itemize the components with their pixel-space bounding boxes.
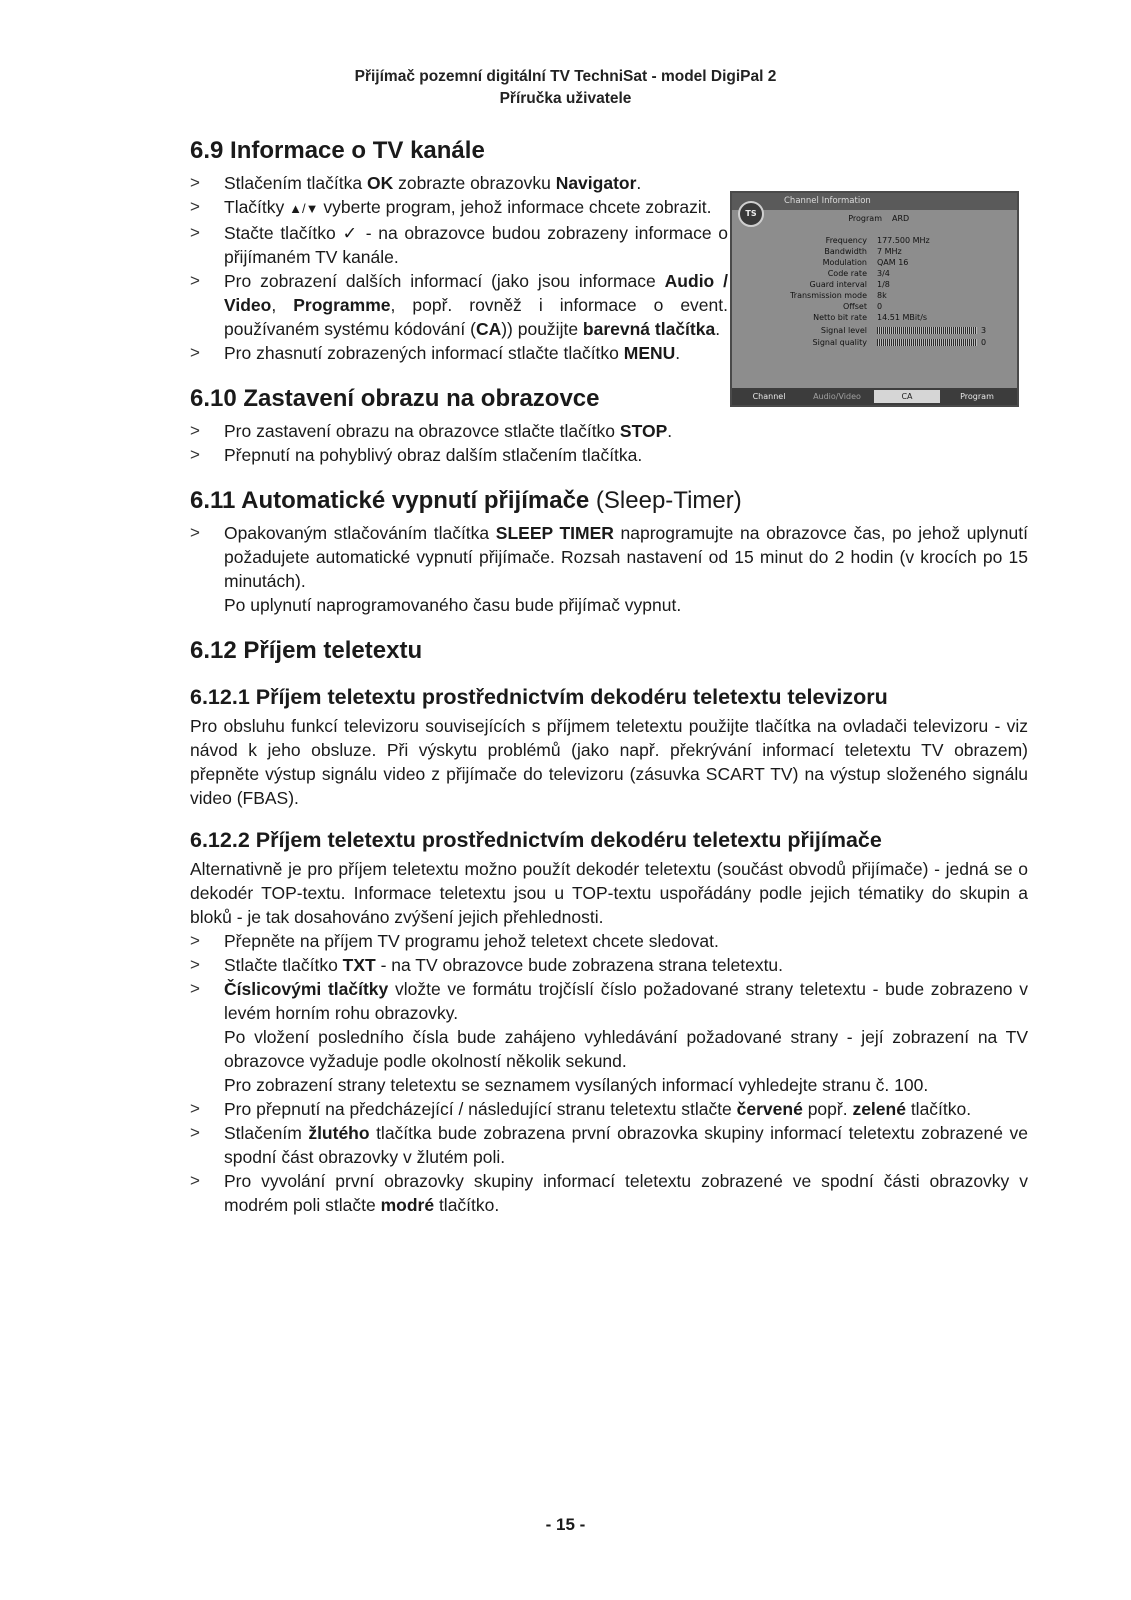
screen-title: Channel Information: [784, 196, 871, 206]
channel-information-screenshot: [730, 191, 1019, 407]
info-value: QAM 16: [877, 258, 909, 267]
header-title: Přijímač pozemní digitální TV TechniSat - model DigiPal 2: [354, 68, 777, 85]
program-row: Program ARD: [848, 214, 910, 223]
list-item: > Přepněte na příjem TV programu jehož teletext chcete sledovat.: [190, 931, 719, 951]
info-value: 0: [877, 302, 883, 311]
info-label: Guard interval: [809, 280, 867, 289]
bullet-marker-icon: >: [190, 343, 200, 362]
info-row: [732, 312, 1017, 323]
section-6-11-list: [190, 521, 1028, 617]
list-item: > Opakovaným stlačováním tlačítka SLEEP TIMER naprogramujte na obrazovce čas, po jehož uplynutí požadujete automatické vypnutí přijímače. Rozsah nastavení od 15 minut do 2 hodin (v krocích po 15 minutách). Po uplynutí naprogramovaného času bude přijímač vypnut.: [190, 523, 1028, 615]
info-label: Code rate: [827, 269, 867, 278]
list-item: > Pro zastavení obrazu na obrazovce stlačte tlačítko STOP.: [190, 421, 673, 441]
info-value: 8k: [877, 291, 887, 300]
bullet-marker-icon: >: [190, 1099, 200, 1118]
bullet-marker-icon: >: [190, 173, 200, 192]
bullet-marker-icon: >: [190, 523, 200, 542]
up-down-arrows-icon: ▲/▼: [289, 201, 319, 216]
section-6-10-list: [190, 419, 1028, 467]
info-value: 14.51 MBit/s: [877, 313, 928, 322]
info-value: 1/8: [877, 280, 890, 289]
info-value: 7 MHz: [877, 247, 902, 256]
bullet-marker-icon: >: [190, 955, 200, 974]
info-row: [732, 235, 1017, 246]
bullet-marker-icon: >: [190, 445, 200, 464]
info-row: [732, 268, 1017, 279]
section-6-12-2-list: [190, 929, 1028, 1217]
section-6-12-1-title: 6.12.1 Příjem teletextu prostřednictvím dekodéru teletextu televizoru: [190, 685, 888, 709]
bullet-marker-icon: >: [190, 421, 200, 440]
section-6-12-1-text: Pro obsluhu funkcí televizoru souvisejících s příjmem teletextu použijte tlačítka na ovladači televizoru - viz návod k jeho obsluze. Při výskytu problémů (jako např. překrývání informací teletextu TV obrazem) přepněte výstup signálu video z přijímače do televizoru (zásuvka SCART TV) na výstup složeného signálu video (FBAS).: [190, 716, 1028, 808]
bullet-marker-icon: >: [190, 271, 200, 290]
list-item: > Číslicovými tlačítky vložte ve formátu trojčíslí číslo požadované strany teletextu - bude zobrazeno v levém horním rohu obrazovky. Po vložení posledního čísla bude zahájeno vyhledávání požadované strany - její zobrazení na TV obrazovce vyžaduje podle okolností několik sekund. Pro zobrazení strany teletextu se seznamem vysílaných informací vyhledejte stranu č. 100.: [190, 979, 1028, 1095]
screen-button-channel[interactable]: Channel: [752, 392, 786, 401]
signal-level-meter: [877, 327, 977, 334]
screen-button-ca[interactable]: CA: [874, 390, 940, 403]
page-number: - 15 -: [545, 1515, 586, 1534]
section-6-10-title: 6.10 Zastavení obrazu na obrazovce: [190, 385, 600, 412]
bullet-marker-icon: >: [190, 1123, 200, 1142]
header-subtitle: Příručka uživatele: [499, 90, 632, 107]
bullet-marker-icon: >: [190, 1171, 200, 1190]
list-item: > Pro zobrazení dalších informací (jako jsou informace Audio / Video, Programme, popř. rovněž i informace o event. používaném systému kódování (CA)) použijte barevná tlačítka.: [190, 271, 729, 339]
bullet-marker-icon: >: [190, 197, 200, 216]
checkmark-icon: ✓: [342, 223, 359, 243]
info-row: [732, 257, 1017, 268]
list-item: > Stlačením tlačítka OK zobrazte obrazovku Navigator.: [190, 173, 642, 193]
list-item: > Tlačítky ▲/▼ vyberte program, jehož informace chcete zobrazit.: [190, 197, 712, 217]
info-label: Offset: [842, 302, 867, 311]
info-label: Frequency: [825, 236, 867, 245]
signal-level-row: Signal level 3: [820, 326, 987, 335]
technisat-logo-icon: TS: [738, 201, 764, 227]
info-row: [732, 279, 1017, 290]
screen-button-bar: [732, 388, 1017, 405]
list-item: > Stlačte tlačítko TXT - na TV obrazovce bude zobrazena strana teletextu.: [190, 955, 784, 975]
info-label: Transmission mode: [790, 291, 867, 300]
section-6-12-2-title: 6.12.2 Příjem teletextu prostřednictvím dekodéru teletextu přijímače: [190, 828, 882, 852]
info-row: [732, 301, 1017, 312]
page-header: [0, 66, 1131, 110]
bullet-marker-icon: >: [190, 979, 200, 998]
screen-title-bar: [732, 193, 1017, 210]
section-6-9-title: 6.9 Informace o TV kanále: [190, 137, 485, 164]
list-item: > Pro zhasnutí zobrazených informací stlačte tlačítko MENU.: [190, 343, 681, 363]
info-row: [732, 290, 1017, 301]
info-label: Modulation: [822, 258, 867, 267]
list-item: > Pro vyvolání první obrazovky skupiny informací teletextu zobrazené ve spodní části obrazovky v modrém poli stlačte modré tlačítko.: [190, 1171, 1028, 1215]
section-6-12-title: 6.12 Příjem teletextu: [190, 637, 423, 664]
list-item: > Stlačením žlutého tlačítka bude zobrazena první obrazovka skupiny informací teletextu zobrazené ve spodní část obrazovky v žlutém poli.: [190, 1123, 1028, 1167]
bullet-marker-icon: >: [190, 223, 200, 242]
bullet-marker-icon: >: [190, 931, 200, 950]
list-item: > Přepnutí na pohyblivý obraz dalším stlačením tlačítka.: [190, 445, 643, 465]
list-item: > Pro přepnutí na předcházející / následující stranu teletextu stlačte červené popř. zelené tlačítko.: [190, 1099, 972, 1119]
section-6-11-title: 6.11 Automatické vypnutí přijímače (Sleep-Timer): [190, 487, 742, 514]
info-label: Netto bit rate: [813, 313, 867, 322]
info-value: 3/4: [877, 269, 890, 278]
section-6-12-2-text: Alternativně je pro příjem teletextu možno použít dekodér teletextu (součást obvodů přijímače) - jedná se o dekodér TOP-textu. Informace teletextu jsou u TOP-textu uspořádány podle jejich tématiky do skupin a bloků - je tak dosahováno zvýšení jejich přehlednosti.: [190, 859, 1028, 927]
info-label: Bandwidth: [824, 247, 867, 256]
signal-quality-meter: [877, 339, 977, 346]
list-item: > Stačte tlačítko ✓ - na obrazovce budou zobrazeny informace o přijímaném TV kanále.: [190, 223, 728, 267]
info-value: 177.500 MHz: [877, 236, 930, 245]
signal-quality-row: Signal quality 0: [812, 338, 987, 347]
screen-button-audio-video[interactable]: Audio/Video: [813, 392, 861, 401]
info-row: [732, 246, 1017, 257]
screen-button-program[interactable]: Program: [960, 392, 994, 401]
